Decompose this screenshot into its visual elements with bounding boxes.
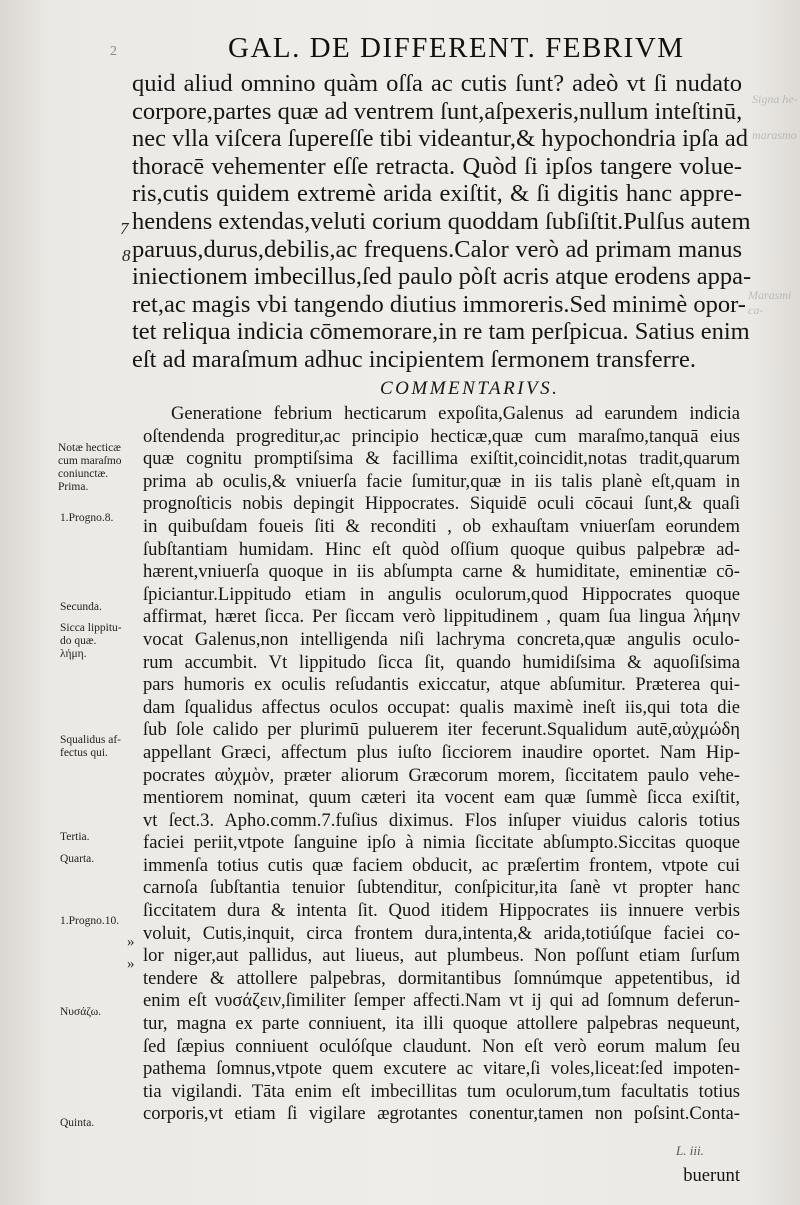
text-line: ris,cutis quidem extremè arida exiſtit, & ſi digitis hanc appre- bbox=[132, 180, 742, 208]
text-line: thoracē vehementer eſſe retracta. Quòd ſi ipſos tangere volue- bbox=[132, 152, 742, 180]
text-line: prognoſticis nobis depingit Hippocrates. Siquidē oculi cōcaui ſunt,& quaſi bbox=[143, 493, 740, 515]
running-title: GAL. DE DIFFERENT. FEBRIVM bbox=[228, 32, 685, 64]
text-line: corpore,partes quæ ad ventrem ſunt,aſpexeris,nullum inteſtinū, bbox=[132, 97, 743, 125]
side-note: Squalidus af- fectus qui. bbox=[60, 734, 122, 759]
main-text-block bbox=[132, 70, 752, 374]
commentary-heading: COMMENTARIVS. bbox=[380, 378, 560, 399]
side-note: Notæ hecticæ cum maraſmo coniunctæ. Prima. bbox=[58, 442, 122, 493]
text-line: pathema ſomnus,vtpote quem excutere ac vitare,ſi voles,liceat:ſed impoten- bbox=[143, 1058, 740, 1080]
text-line: prima ab oculis,& vniuerſa facie ſumitur,quæ in iis talis planè eſt,quam in bbox=[143, 470, 740, 492]
text-line: voluit, Cutis,inquit, circa frontem dura,intenta,& arida,totiúſque faciei co- bbox=[143, 922, 740, 944]
text-line: immenſa totius cutis quæ faciem obducit, ac præſertim frontem, vtpote cui bbox=[143, 854, 740, 876]
quotation-mark: » bbox=[127, 956, 135, 972]
text-line: pars humoris ex oculis reſudantis exiccatur, atque abſumitur. Præterea qui- bbox=[143, 674, 740, 696]
bleed-through-text: Signa he- bbox=[752, 92, 798, 106]
commentary-text-block bbox=[143, 403, 740, 1126]
text-line: hendens extendas,veluti corium quoddam ſubſiſtit.Pulſus autem bbox=[132, 207, 751, 235]
text-line: eſt ad maraſmum adhuc incipientem ſermonem transferre. bbox=[132, 345, 696, 373]
text-line: Generatione febrium hecticarum expoſita,Galenus ad earundem indicia bbox=[171, 403, 740, 424]
quotation-mark: » bbox=[127, 934, 135, 950]
text-line: tet reliqua indicia cōmemorare,in re tam perſpicua. Satius enim bbox=[132, 318, 750, 346]
side-note: 1.Progno.10. bbox=[60, 915, 120, 927]
text-line: vocat Galenus,non intelligenda niſi lachryma concreta,quæ angulis oculo- bbox=[143, 628, 740, 650]
text-line: faciei periit,vtpote ſanguine ipſo à nimia ſiccitate abſumpto.Siccitas quoque bbox=[143, 832, 740, 854]
catchword: buerunt bbox=[683, 1165, 740, 1186]
text-line: hærent,vniuerſa quoque in iis abſumpta carne & humiditate, eminentiæ cō- bbox=[143, 561, 740, 583]
text-line: oſtendenda progreditur,ac principio hecticæ,quæ cum maraſmo,tanquā eius bbox=[143, 425, 740, 447]
text-line: ſpiciantur.Lippitudo etiam in angulis oculorum,quod Hippocrates quoque bbox=[143, 583, 740, 605]
text-line: affirmat, hæret ſicca. Per ſiccam verò lippitudinem , quam ſua lingua λήμην bbox=[143, 606, 740, 628]
side-note: Secunda. bbox=[60, 601, 102, 613]
text-line: nec vlla viſcera ſupereſſe tibi videantur,& hypochondria ipſa ad bbox=[132, 125, 749, 153]
side-note: Tertia. Quarta. bbox=[60, 831, 95, 865]
text-line: pocrates αὐχμὸν, præter aliorum Græcorum morem, ſiccitatem paulo vehe- bbox=[143, 764, 740, 786]
text-line: in quibuſdam foueis ſiti & reconditi , ob exhauſtam vniuerſam eorundem bbox=[143, 515, 740, 537]
text-line: ſed ſæpius conniuent oculóſque claudunt. Non eſt verò eorum malum ſeu bbox=[143, 1035, 740, 1057]
text-line: ſubſtantiam humidam. Hinc eſt quòd oſſium quoque quibus palpebræ ad- bbox=[143, 538, 740, 560]
text-line: quæ cognitu promptiſsima & facillima exiſtit,coincidit,notas tradit,quarum bbox=[143, 448, 740, 470]
side-note: Νυσάζω. bbox=[60, 1006, 102, 1018]
bleed-through-text: Marasmi ca- bbox=[748, 288, 792, 317]
side-note: 1.Progno.8. bbox=[60, 512, 114, 524]
text-line: carnoſa ſubſtantia tenuior ſubtenditur, conſpicitur,ita ſanè vt propter hanc bbox=[143, 877, 740, 899]
text-line: tur, magna ex parte conniuent, ita illi quoque attollere palpebras nequeunt, bbox=[143, 1013, 740, 1035]
text-line: ret,ac magis vbi tangendo diutius immoreris.Sed minimè opor- bbox=[132, 290, 746, 318]
text-line: rum accumbit. Vt lippitudo ſicca ſit, quando humidiſsima & aquoſiſsima bbox=[143, 651, 740, 673]
bleed-through-text: marasmo bbox=[752, 128, 797, 142]
text-line: iniectionem imbecillus,ſed paulo pòſt acris atque erodens appa- bbox=[132, 263, 752, 291]
line-number: 8 bbox=[122, 246, 131, 265]
text-line: paruus,durus,debilis,ac frequens.Calor verò ad primam manus bbox=[132, 235, 742, 263]
text-line: dam ſqualidus affectus oculos occupat: qualis maximè ineſt iis,qui tota die bbox=[143, 696, 740, 718]
text-line: appellant Græci, affectum plus iuſto ſicciorem inaudire oportet. Nam Hip- bbox=[143, 741, 740, 763]
text-line: corporis,vt etiam ſi vigilare ægrotantes conentur,tamen non poſsint.Conta- bbox=[143, 1103, 740, 1125]
page-number: 2 bbox=[110, 44, 117, 59]
text-line: vt ſect.3. Apho.comm.7.fuſius diximus. Flos inſuper viuidus caloris totius bbox=[143, 809, 740, 831]
text-line: quid aliud omnino quàm oſſa ac cutis ſunt? adeò vt ſi nudato bbox=[132, 70, 742, 97]
text-line: lor niger,aut pallidus, aut liueus, aut plumbeus. Non poſſunt etiam ſurſum bbox=[143, 945, 740, 967]
text-line: mentiorem nominat, quum cæteri ita vocent eam quæ ſummè ſicca exiſtit, bbox=[143, 787, 740, 809]
text-line: enim eſt νυσάζειν,ſimiliter ſemper affecti.Nam vt ij qui ad ſomnum deferun- bbox=[143, 990, 740, 1012]
text-line: ſub ſole calido per plurimū puluerem iter fecerunt.Squalidum autē,αὐχμώδη bbox=[143, 719, 740, 741]
text-line: ſiccitatem dura & intenta ſit. Quod itidem Hippocrates iis innuere verbis bbox=[143, 900, 740, 922]
text-line: tia vigilandi. Tāta enim eſt imbecillitas tum oculorum,tum facultatis totius bbox=[143, 1080, 740, 1102]
text-line: tendere & attollere palpebras, dormitantibus ſomnúmque appetentibus, id bbox=[143, 967, 740, 989]
line-number: 7 bbox=[120, 219, 129, 238]
signature-mark: L. iii. bbox=[676, 1143, 704, 1158]
side-note: Sicca lippitu- do quæ. λήμη. bbox=[60, 622, 122, 660]
side-note: Quinta. bbox=[60, 1117, 95, 1129]
